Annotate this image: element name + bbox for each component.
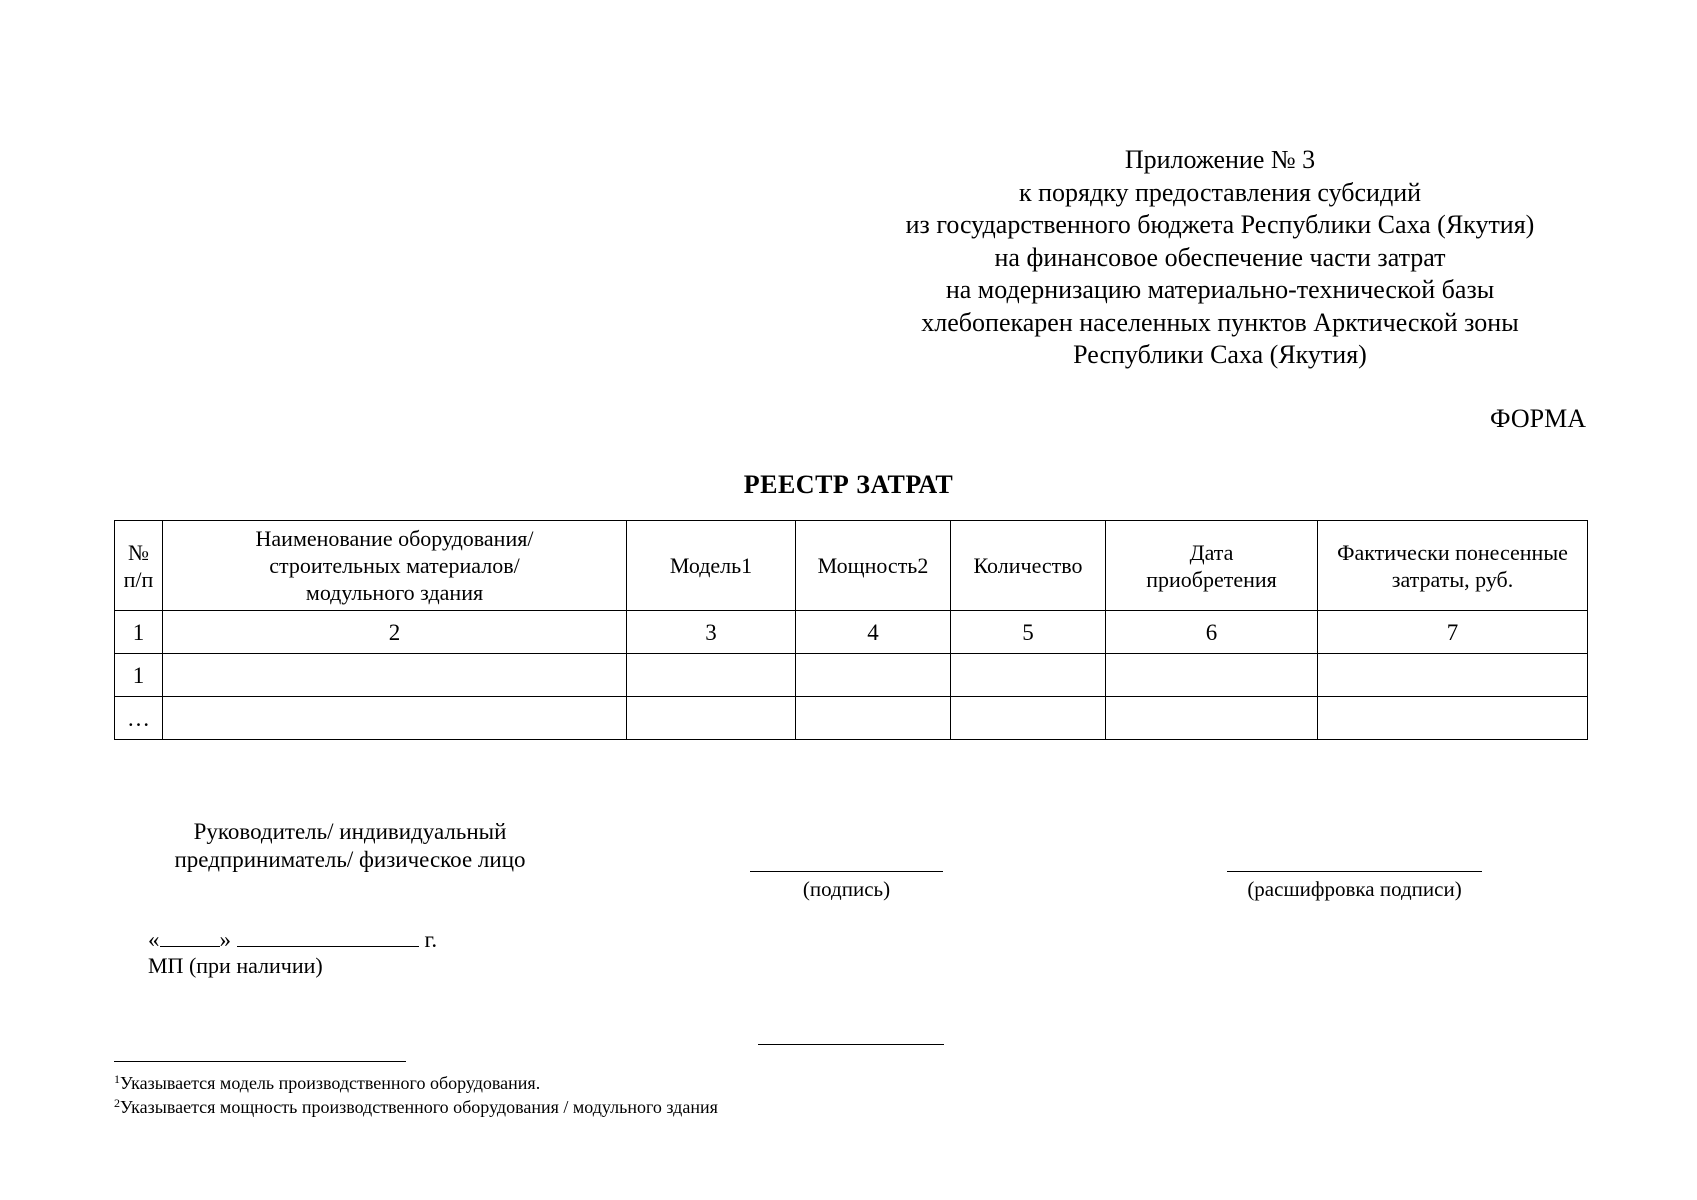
year-suffix: г. xyxy=(424,927,438,952)
table-cell xyxy=(796,654,951,697)
header-quantity: Количество xyxy=(951,521,1106,611)
table-cell xyxy=(1318,697,1588,740)
footnote-text: Указывается мощность производственного оборудования / модульного здания xyxy=(120,1097,718,1117)
column-number: 4 xyxy=(796,611,951,654)
header-power: Мощность2 xyxy=(796,521,951,611)
month-blank[interactable] xyxy=(237,924,419,947)
header-purchase-date xyxy=(1106,521,1318,611)
table-cell xyxy=(951,697,1106,740)
column-number: 2 xyxy=(163,611,627,654)
signature-caption: (подпись) xyxy=(802,877,891,901)
row-number: 1 xyxy=(115,654,163,697)
appendix-line: на модернизацию материально-технической базы xyxy=(945,275,1495,304)
header-num xyxy=(115,521,163,611)
signature-decoding-caption: (расшифровка подписи) xyxy=(1247,877,1462,901)
footnote-text: Указывается модель производственного оборудования. xyxy=(120,1073,541,1093)
table-cell xyxy=(163,654,627,697)
seal-note: МП (при наличии) xyxy=(148,953,323,978)
table-cell xyxy=(163,697,627,740)
table-cell xyxy=(627,697,796,740)
header-actual-costs xyxy=(1318,521,1588,611)
header-num-line: п/п xyxy=(123,566,154,592)
date-close-quote: » xyxy=(219,927,231,952)
signature-line[interactable] xyxy=(750,871,943,872)
table-row xyxy=(115,654,1588,697)
header-costs-line: затраты, руб. xyxy=(1391,566,1514,592)
footnote xyxy=(114,1072,540,1094)
signer-role xyxy=(140,818,560,874)
footnote xyxy=(114,1096,718,1118)
signer-role-line: предприниматель/ физическое лицо xyxy=(174,847,526,872)
footnote-mark: 1 xyxy=(114,1072,120,1086)
header-costs-line: Фактически понесенные xyxy=(1337,539,1568,565)
table-cell xyxy=(1318,654,1588,697)
table-cell xyxy=(627,654,796,697)
form-label: ФОРМА xyxy=(1490,404,1586,433)
appendix-line: из государственного бюджета Республики Саха (Якутия) xyxy=(905,210,1535,239)
footnote-separator xyxy=(114,1061,406,1062)
column-number: 7 xyxy=(1318,611,1588,654)
column-number: 1 xyxy=(115,611,163,654)
header-name xyxy=(163,521,627,611)
appendix-line: Республики Саха (Якутия) xyxy=(1073,340,1367,369)
table-row xyxy=(115,697,1588,740)
table-cell xyxy=(796,697,951,740)
row-number: … xyxy=(115,697,163,740)
header-num-line: № xyxy=(128,539,149,565)
date-open-quote: « xyxy=(148,927,160,952)
column-number: 5 xyxy=(951,611,1106,654)
table-header-row xyxy=(115,521,1588,611)
signer-role-line: Руководитель/ индивидуальный xyxy=(193,819,507,844)
appendix-header xyxy=(850,144,1590,372)
header-name-line: модульного здания xyxy=(305,580,484,605)
header-name-line: строительных материалов/ xyxy=(269,553,520,578)
table-cell xyxy=(1106,697,1318,740)
column-number: 3 xyxy=(627,611,796,654)
appendix-line: хлебопекарен населенных пунктов Арктической зоны xyxy=(921,307,1519,337)
header-name-line: Наименование оборудования/ xyxy=(255,526,534,551)
header-model: Модель1 xyxy=(627,521,796,611)
column-number: 6 xyxy=(1106,611,1318,654)
day-blank[interactable] xyxy=(160,924,220,947)
footnote-mark: 2 xyxy=(114,1096,120,1110)
signature-decoding-line[interactable] xyxy=(1227,871,1482,872)
blank-line xyxy=(758,1044,944,1045)
appendix-line: Приложение № 3 xyxy=(1124,145,1316,174)
header-date-line: приобретения xyxy=(1146,566,1277,592)
table-cell xyxy=(951,654,1106,697)
document-title: РЕЕСТР ЗАТРАТ xyxy=(743,470,954,499)
appendix-line: к порядку предоставления субсидий xyxy=(1018,177,1422,207)
table-cell xyxy=(1106,654,1318,697)
date-field xyxy=(148,924,437,953)
expense-register-table xyxy=(114,520,1588,740)
appendix-line: на финансовое обеспечение части затрат xyxy=(994,242,1446,272)
column-number-row xyxy=(115,611,1588,654)
header-date-line: Дата xyxy=(1189,539,1234,565)
